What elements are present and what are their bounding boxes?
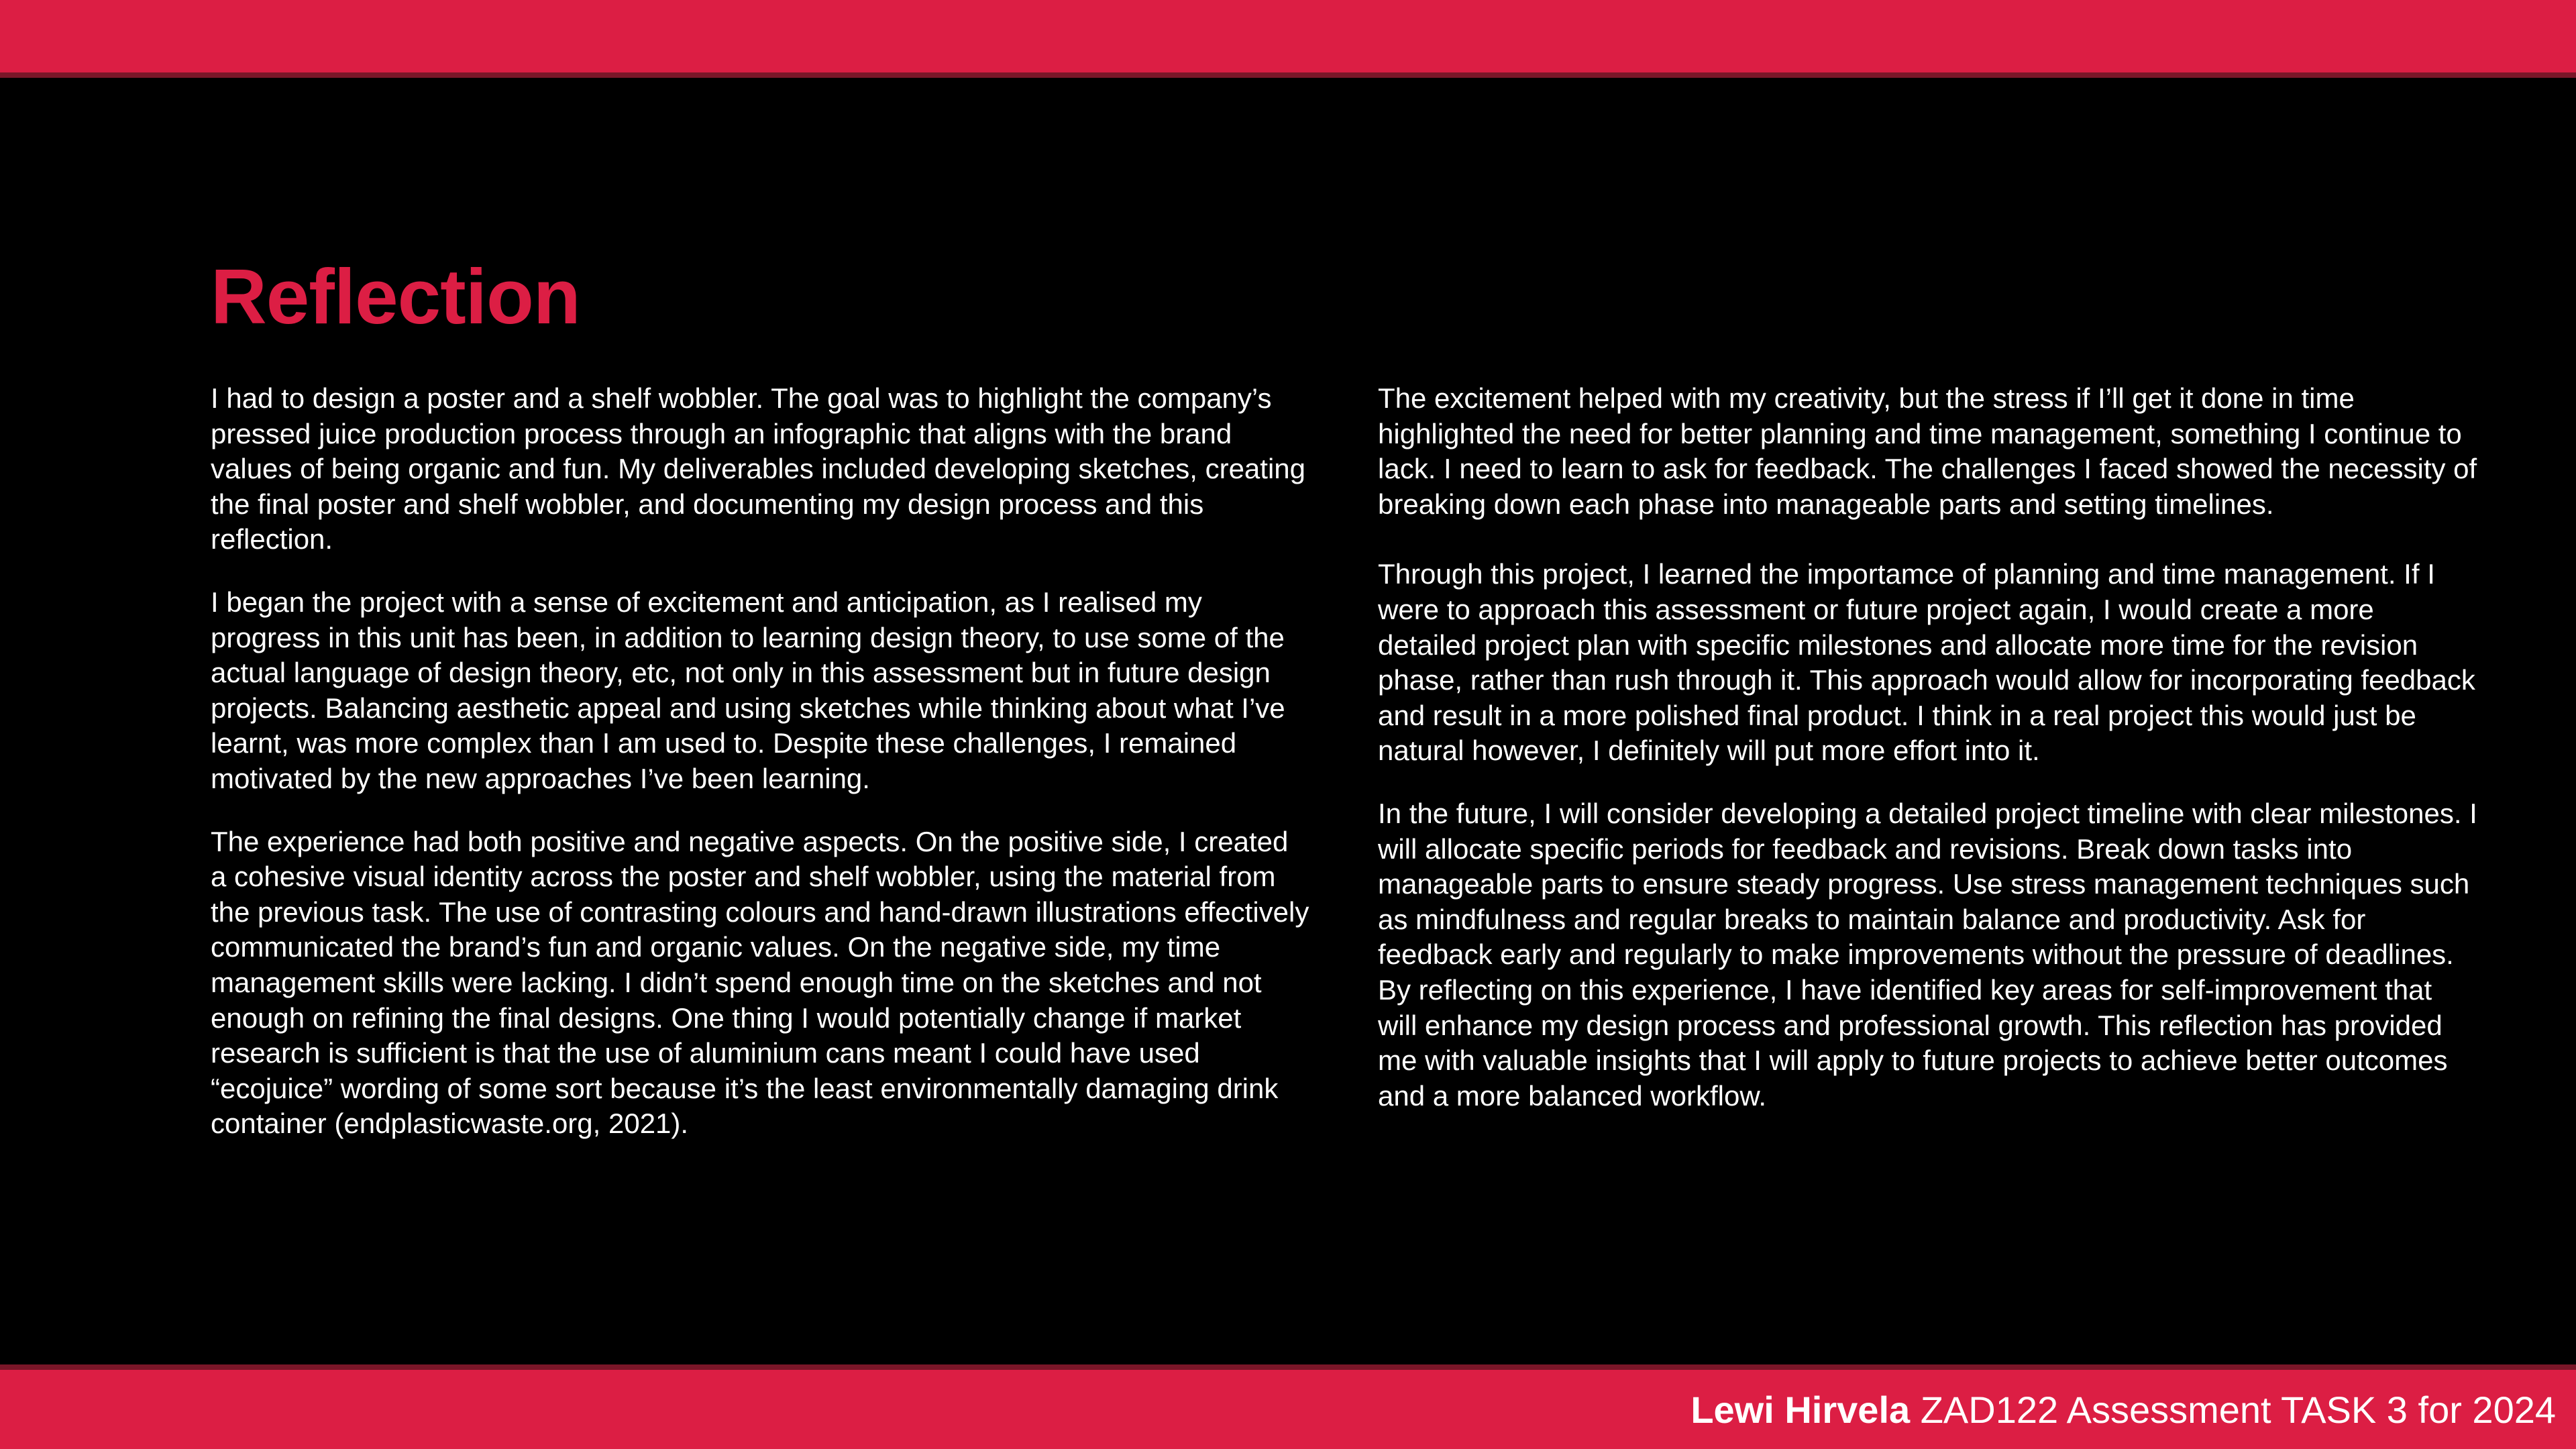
paragraph: The experience had both positive and negative aspects. On the positive side, I created a cohesive visual identity across the poster and shelf wobbler, using the material from the previous task. The use of contrasting colours and hand-drawn illustrations effectively communicated the brand’s fun and organic values. On the negative side, my time management skills were lacking. I didn’t spend enough time on the sketches and not enough on refining the final designs. One thing I would potentially change if market research is sufficient is that the use of aluminium cans meant I could have used “ecojuice” wording of some sort because it’s the least environmentally damaging drink container (endplasticwaste.org, 2021).	[211, 825, 1309, 1140]
footer-author: Lewi Hirvela	[1690, 1389, 1911, 1431]
top-accent-band	[0, 0, 2576, 72]
page-title: Reflection	[211, 253, 580, 340]
paragraph: I began the project with a sense of excitement and anticipation, as I realised my progress in this unit has been, in addition to learning design theory, to use some of the actual language of design theory, etc, not only in this assessment but in future design projects. Balancing aesthetic appeal and using sketches while thinking about what I’ve learnt, was more complex than I am used to. Despite these challenges, I remained motivated by the new approaches I’ve been learning.	[211, 586, 1285, 794]
left-column	[211, 381, 1311, 1169]
paragraph: I had to design a poster and a shelf wobbler. The goal was to highlight the company’s pressed juice production process through an infographic that aligns with the brand values of being organic and fun. My deliverables included developing sketches, creating the final poster and shelf wobbler, and documenting my design process and this reflection.	[211, 382, 1306, 555]
footer-course-info: ZAD122 Assessment TASK 3 for 2024	[1920, 1389, 2556, 1431]
paragraph: Through this project, I learned the importamce of planning and time management. If I were to approach this assessment or future project again, I would create a more detailed project plan with specific milestones and allocate more time for the revision phase, rather than rush through it. This approach would allow for incorporating feedback and result in a more polished final product. I think in a real project this would just be natural however, I definitely will put more effort into it.	[1378, 558, 2475, 767]
right-column	[1378, 381, 2478, 1141]
bottom-accent-band	[0, 1370, 2576, 1449]
footer-credit	[1690, 1389, 2556, 1432]
paragraph: The excitement helped with my creativity, but the stress if I’ll get it done in time highlighted the need for better planning and time management, something I continue to lack. I need to learn to ask for feedback. The challenges I faced showed the necessity of breaking down each phase into manageable parts and setting timelines.	[1378, 382, 2477, 520]
paragraph: In the future, I will consider developing a detailed project timeline with clear milestones. I will allocate specific periods for feedback and revisions. Break down tasks into manageable parts to ensure steady progress. Use stress management techniques such as mindfulness and regular breaks to maintain balance and productivity. Ask for feedback early and regularly to make improvements without the pressure of deadlines. By reflecting on this experience, I have identified key areas for self-improvement that will enhance my design process and professional growth. This reflection has provided me with valuable insights that I will apply to future projects to achieve better outcomes and a more balanced workflow.	[1378, 797, 2477, 1112]
